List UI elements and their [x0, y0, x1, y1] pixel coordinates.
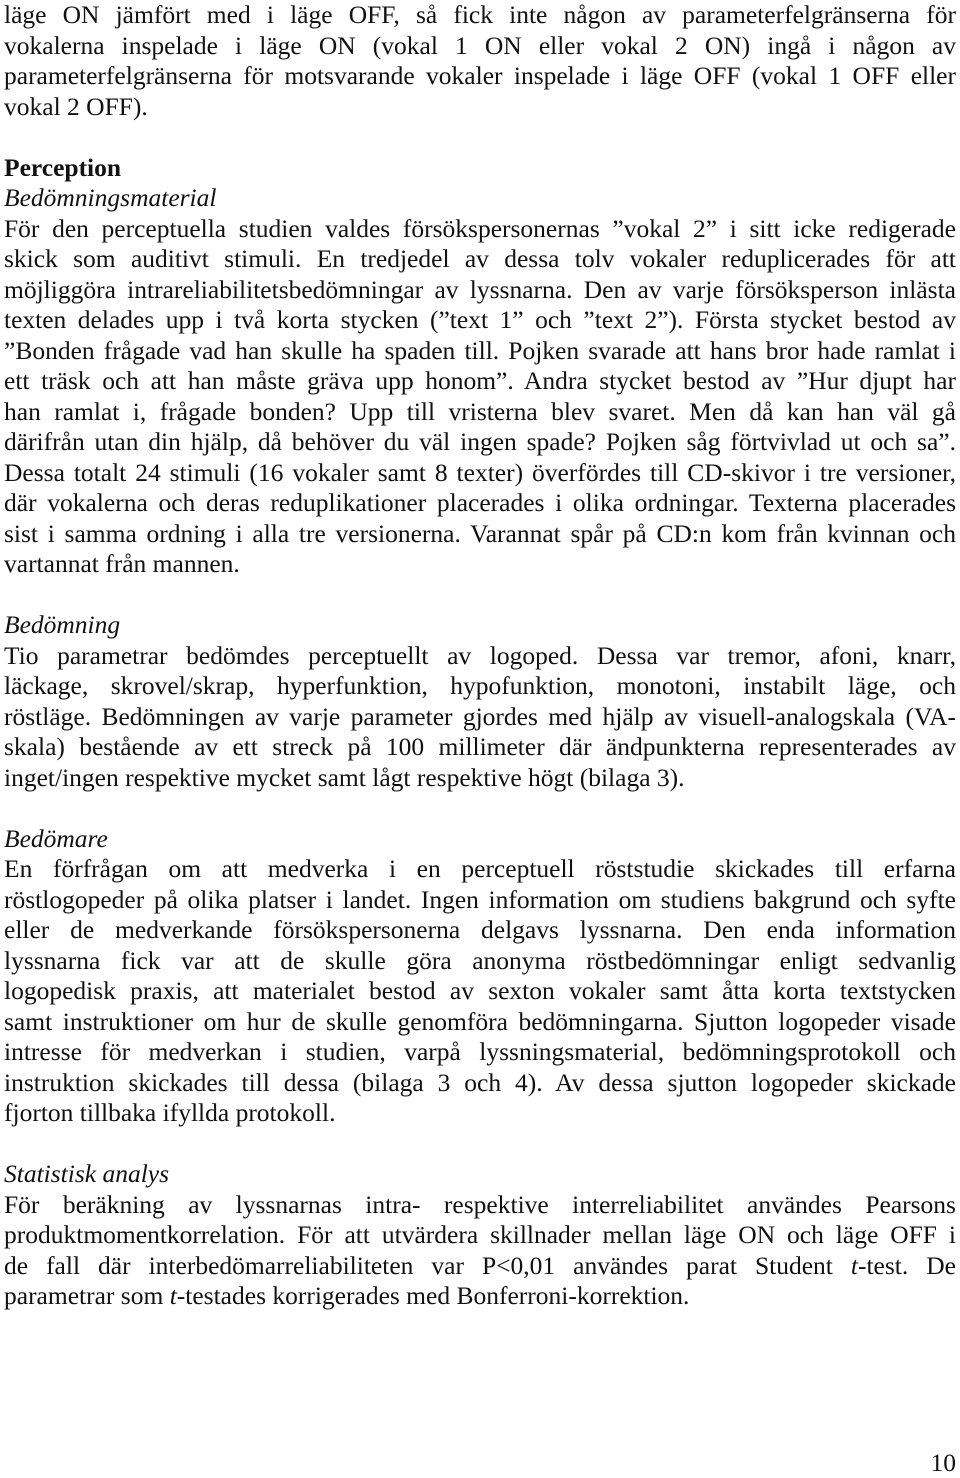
- text-line: instruktion skickades till dessa (bilaga 3 och 4). Av dessa sjutton logopeder skickade: [4, 1067, 956, 1097]
- text-line: röstläge. Bedömningen av varje parameter gjordes med hjälp av visuell-analogskala (VA-: [4, 701, 956, 731]
- text-line: läckage, skrovel/skrap, hyperfunktion, hypofunktion, monotoni, instabilt läge, och: [4, 671, 956, 700]
- text-line: produktmomentkorrelation. För att utvärdera skillnader mellan läge ON och läge OFF i: [4, 1220, 956, 1249]
- text-line: eller de medverkande försökspersonerna delgavs lyssnarna. Den enda information: [4, 915, 956, 944]
- text-line: läge ON jämfört med i läge OFF, så fick inte någon av parameterfelgränserna för: [4, 0, 956, 29]
- subsection-heading-statistics: Statistisk analys: [4, 1159, 170, 1188]
- text-line: lyssnarna fick var att de skulle göra anonyma röstbedömningar enligt sedvanlig: [4, 945, 956, 975]
- text-line: För den perceptuella studien valdes försökspersonernas ”vokal 2” i sitt icke redigerade: [4, 213, 956, 243]
- text-line: möjliggöra intrareliabilitetsbedömningar av lyssnarna. Den av varje försöksperson inlästa: [4, 274, 956, 304]
- text-line: ett träsk och att han måste gräva upp honom”. Andra stycket bestod av ”Hur djupt har: [4, 366, 956, 395]
- material-paragraph: [4, 214, 956, 580]
- text-line: skick som auditivt stimuli. En tredjedel av dessa tolv vokaler reduplicerades för att: [4, 244, 956, 273]
- text-line: fjorton tillbaka ifyllda protokoll.: [4, 1098, 336, 1127]
- text-line: Dessa totalt 24 stimuli (16 vokaler samt 8 texter) överfördes till CD-skivor i tre versioner,: [4, 457, 956, 487]
- text-line: logopedisk praxis, att materialet bestod av sexton vokaler samt åtta korta textstycken: [4, 976, 956, 1005]
- text-segment: -test. De: [857, 1250, 956, 1280]
- raters-paragraph: [4, 854, 956, 1129]
- intro-paragraph: [4, 0, 956, 122]
- text-line: vartannat från mannen.: [4, 549, 240, 578]
- paragraph-gap: [4, 580, 956, 611]
- text-line: vokal 2 OFF).: [4, 91, 148, 121]
- text-line: intresse för medverkan i studien, varpå lyssningsmaterial, bedömningsprotokoll och: [4, 1037, 956, 1066]
- text-line: [4, 1251, 956, 1282]
- paragraph-gap: [4, 793, 956, 824]
- text-line: där vokalerna och deras reduplikationer placerades i olika ordningar. Texterna placerades: [4, 488, 956, 517]
- subsection-heading-assessment: Bedömning: [4, 610, 121, 639]
- section-heading-perception: Perception: [4, 152, 122, 182]
- italic-t-symbol: t: [169, 1281, 177, 1310]
- subsection-heading-material: Bedömningsmaterial: [4, 183, 217, 212]
- text-segment: de fall där interbedömarreliabiliteten var P<0,01 användes parat Student: [4, 1250, 851, 1280]
- text-line: [4, 1281, 956, 1312]
- text-line: Tio parametrar bedömdes perceptuellt av logoped. Dessa var tremor, afoni, knarr,: [4, 640, 956, 670]
- text-line: För beräkning av lyssnarnas intra- respektive interreliabilitet användes Pearsons: [4, 1189, 956, 1219]
- text-line: samt instruktioner om hur de skulle genomföra bedömningarna. Sjutton logopeder visade: [4, 1006, 956, 1036]
- text-line: texten delades upp i två korta stycken (”text 1” och ”text 2”). Första stycket bestod av: [4, 305, 956, 334]
- text-line: parameterfelgränserna för motsvarande vokaler inspelade i läge OFF (vokal 1 OFF eller: [4, 61, 956, 90]
- text-segment: parametrar som: [4, 1281, 170, 1310]
- text-line: röstlogopeder på olika platser i landet. Ingen information om studiens bakgrund och syfte: [4, 884, 956, 914]
- text-line: sist i samma ordning i alla tre versionerna. Varannat spår på CD:n kom från kvinnan och: [4, 518, 956, 548]
- paragraph-gap: [4, 1129, 956, 1160]
- assessment-paragraph: [4, 641, 956, 794]
- subsection-heading-raters: Bedömare: [4, 823, 108, 853]
- paragraph-gap: [4, 122, 956, 153]
- page-number: 10: [930, 1448, 956, 1477]
- text-line: vokalerna inspelade i läge ON (vokal 1 ON eller vokal 2 ON) ingå i någon av: [4, 30, 956, 60]
- text-line: därifrån utan din hjälp, då behöver du väl ingen spade? Pojken såg förtvivlad ut och sa”.: [4, 427, 956, 456]
- statistics-paragraph: [4, 1190, 956, 1312]
- text-line: En förfrågan om att medverka i en perceptuell röststudie skickades till erfarna: [4, 854, 956, 883]
- text-line: han ramlat i, frågade bonden? Upp till vristerna blev svaret. Men då kan han väl gå: [4, 396, 956, 426]
- italic-t-symbol: t: [850, 1250, 858, 1280]
- document-page: [4, 0, 956, 1312]
- text-line: skala) bestående av ett streck på 100 millimeter där ändpunkterna representerades av: [4, 732, 956, 761]
- text-line: ”Bonden frågade vad han skulle ha spaden till. Pojken svarade att hans bror hade ramlat i: [4, 335, 956, 365]
- text-segment: -testades korrigerades med Bonferroni-korrektion.: [176, 1281, 690, 1310]
- text-line: inget/ingen respektive mycket samt lågt respektive högt (bilaga 3).: [4, 762, 685, 792]
